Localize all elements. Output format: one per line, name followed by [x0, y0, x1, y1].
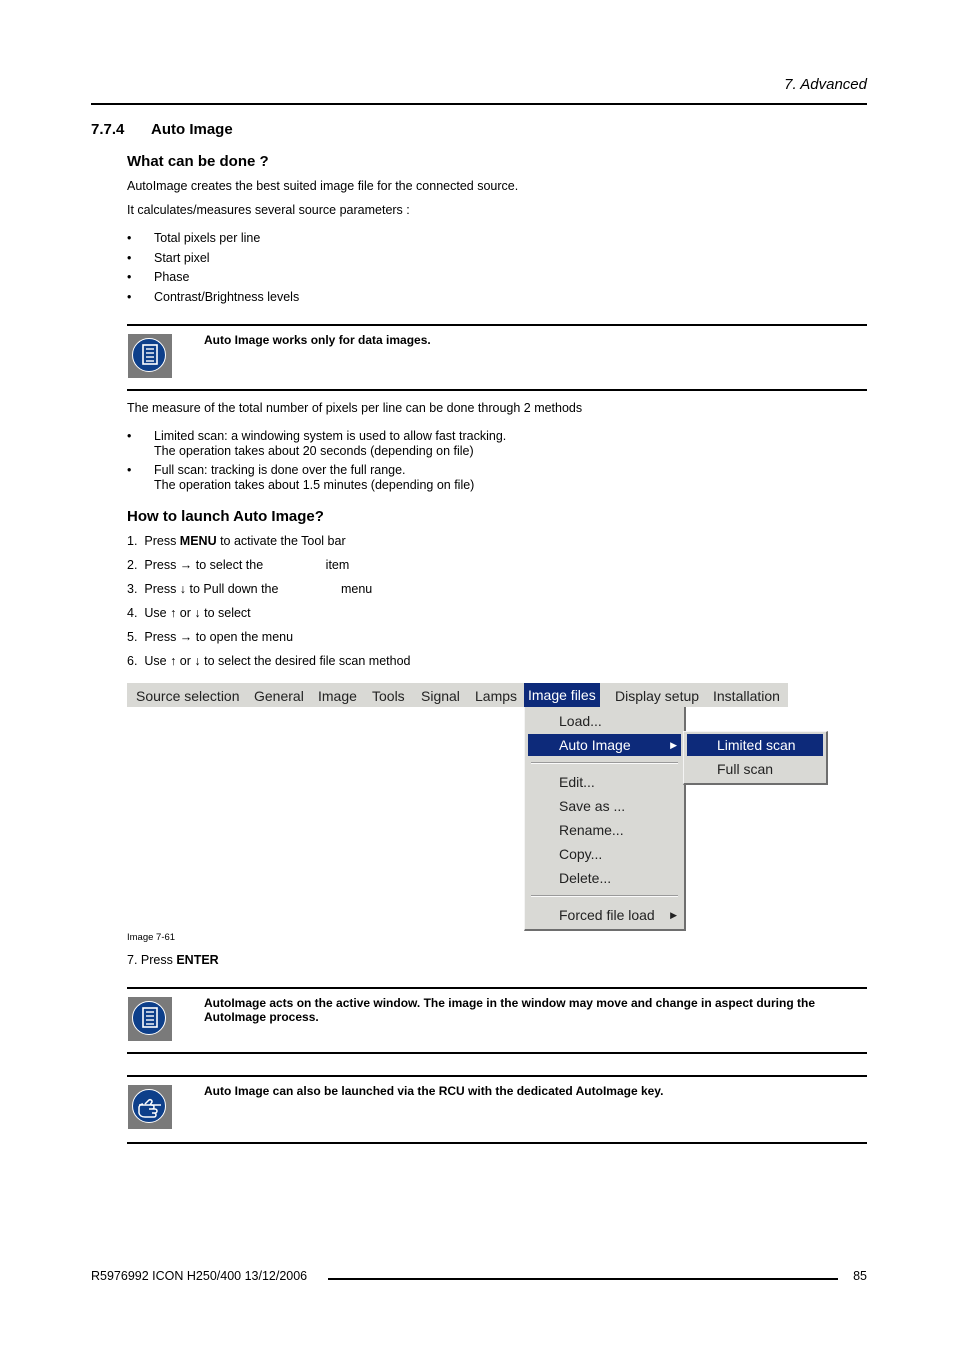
- image-caption: Image 7-61: [127, 932, 176, 943]
- footer-doc-id: R5976992 ICON H250/400 13/12/2006: [91, 1269, 308, 1283]
- step-4: 4. Use ↑ or ↓ to select: [127, 606, 251, 620]
- parameter-list: [127, 231, 299, 309]
- tip-text: Auto Image can also be launched via the RCU with the dedicated AutoImage key.: [204, 1084, 664, 1098]
- note-text: Auto Image works only for data images.: [204, 333, 431, 347]
- menu-signal[interactable]: Signal: [421, 688, 460, 704]
- what-paragraph-2: It calculates/measures several source parameters :: [127, 203, 410, 217]
- list-item: • Full scan: tracking is done over the full range. The operation takes about 1.5 minutes (depending on file): [127, 463, 475, 492]
- submenu-arrow-icon: ▶: [670, 910, 677, 920]
- what-paragraph-1: AutoImage creates the best suited image file for the connected source.: [127, 179, 519, 193]
- menu-item-forced-file-load[interactable]: Forced file load ▶: [528, 904, 681, 926]
- menu-lamps[interactable]: Lamps: [475, 688, 518, 704]
- menu-installation[interactable]: Installation: [713, 688, 780, 704]
- menu-item-copy[interactable]: Copy...: [559, 846, 603, 862]
- page-number: 85: [853, 1269, 867, 1283]
- menu-tools[interactable]: Tools: [372, 688, 405, 704]
- menu-source-selection[interactable]: Source selection: [136, 688, 240, 704]
- list-item: • Total pixels per line: [127, 231, 261, 245]
- footer-rule: [328, 1278, 838, 1280]
- note-icon: [128, 334, 172, 378]
- section-number: 7.7.4: [91, 121, 125, 138]
- step-6: 6. Use ↑ or ↓ to select the desired file scan method: [127, 654, 411, 668]
- note-box: [127, 987, 867, 1054]
- menu-separator: [531, 895, 678, 897]
- list-item: • Start pixel: [127, 250, 210, 265]
- menu-image-files[interactable]: Image files: [524, 683, 600, 707]
- image-files-dropdown: [524, 707, 686, 931]
- menu-item-full-scan[interactable]: Full scan: [717, 761, 774, 777]
- auto-image-submenu: [683, 731, 828, 785]
- menu-display-setup[interactable]: Display setup: [615, 688, 700, 704]
- menu-item-rename[interactable]: Rename...: [559, 822, 624, 838]
- menu-item-save-as[interactable]: Save as ...: [559, 798, 626, 814]
- menu-separator: [531, 762, 678, 764]
- menu-item-auto-image[interactable]: Auto Image ▶: [528, 734, 681, 756]
- section-name: Auto Image: [151, 121, 233, 138]
- chapter-header: 7. Advanced: [784, 76, 867, 93]
- pointing-hand-icon: [128, 1085, 172, 1129]
- step-1: 1. Press MENU to activate the Tool bar: [127, 534, 346, 548]
- note-icon: [128, 997, 172, 1041]
- menu-item-load[interactable]: Load...: [559, 713, 602, 729]
- note-box: [127, 324, 867, 391]
- menu-image[interactable]: Image: [318, 688, 357, 704]
- step-2: 2. Press → to select the item: [127, 558, 350, 572]
- list-item: • Limited scan: a windowing system is used to allow fast tracking. The operation takes about 20 seconds (depending on file): [127, 429, 507, 458]
- menu-bar: [127, 683, 788, 707]
- list-item: • Phase: [127, 270, 190, 284]
- menu-item-delete[interactable]: Delete...: [559, 870, 612, 886]
- list-item: • Contrast/Brightness levels: [127, 289, 300, 304]
- howto-heading: How to launch Auto Image?: [127, 508, 324, 525]
- step-7: 7. Press ENTER: [127, 953, 219, 967]
- step-5: 5. Press → to open the menu: [127, 630, 294, 644]
- what-heading: What can be done ?: [127, 153, 269, 170]
- menu-item-limited-scan[interactable]: Limited scan: [687, 734, 823, 756]
- tip-box: [127, 1075, 867, 1144]
- note-text: AutoImage acts on the active window. The image in the window may move and change in aspect during the AutoImage process.: [204, 996, 815, 1024]
- steps-list: [127, 534, 410, 678]
- section-title: [91, 121, 233, 138]
- menu-general[interactable]: General: [254, 688, 304, 704]
- header-rule: [91, 103, 867, 105]
- methods-list: [127, 429, 506, 497]
- menu-item-edit[interactable]: Edit...: [559, 774, 595, 790]
- submenu-arrow-icon: ▶: [670, 740, 677, 750]
- methods-intro: The measure of the total number of pixels per line can be done through 2 methods: [127, 401, 583, 415]
- step-3: 3. Press ↓ to Pull down the menu: [127, 582, 373, 596]
